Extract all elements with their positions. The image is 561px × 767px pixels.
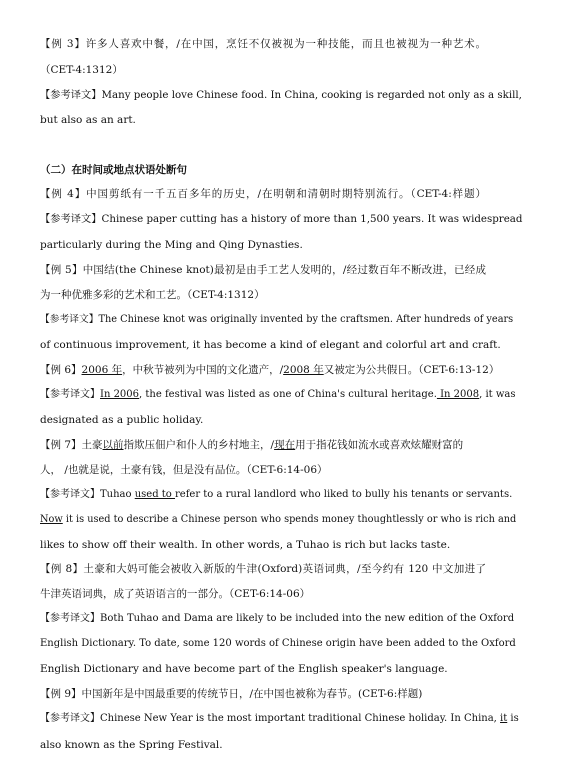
text: is xyxy=(507,713,519,724)
underlined-text: Now xyxy=(40,514,63,525)
underlined-text: In 2006 xyxy=(100,389,140,400)
underlined-text: 现在 xyxy=(274,439,296,451)
example-7-translation-cont xyxy=(40,513,517,527)
text: 【例 6】 xyxy=(40,364,82,376)
example-5-translation-cont xyxy=(40,338,501,352)
underlined-text: used to xyxy=(134,489,176,500)
text: 牛津英语词典，成了英语语言的一部分。（CET-6:14-06） xyxy=(40,588,311,600)
example-4-translation xyxy=(40,212,523,226)
text: 【例 8】土豪和大妈可能会被收入新版的牛津(Oxford)英语词典，/至今约有 120 中文加进了 xyxy=(40,563,486,575)
example-6-translation xyxy=(40,388,516,402)
example-5-chinese xyxy=(40,263,486,277)
text: English Dictionary. To date, some 120 words of Chinese origin have been added to the Oxford xyxy=(40,638,516,649)
example-8-translation xyxy=(40,612,515,626)
text: ，中秋节被列为中国的文化遗产，/ xyxy=(122,364,284,376)
text: 人， /也就是说，土豪有钱，但是没有品位。（CET-6:14-06） xyxy=(40,464,328,476)
text: 【参考译文】Chinese paper cutting has a history of more than 1,500 years. It was widespread xyxy=(40,213,523,225)
example-4-translation-cont xyxy=(40,238,486,252)
text: 用于指花钱如流水或喜欢炫耀财富的 xyxy=(295,439,464,451)
underlined-text: it xyxy=(500,713,508,724)
underlined-text: 2008 年 xyxy=(283,364,324,376)
example-9-translation-cont xyxy=(40,738,486,752)
example-8-chinese xyxy=(40,562,486,576)
heading-text: （二）在时间或地点状语处断句 xyxy=(40,164,187,176)
text: 【例 3】许多人喜欢中餐，/在中国，烹饪不仅被视为一种技能，而且也被视为一种艺术。 xyxy=(40,38,486,50)
example-3-translation xyxy=(40,88,522,102)
example-6-chinese xyxy=(40,363,500,377)
text: 【参考译文】Many people love Chinese food. In China, cooking is regarded not only as a skill, xyxy=(40,89,522,101)
text: 指欺压佃户和仆人的乡村地主，/ xyxy=(123,439,275,451)
example-3-chinese xyxy=(40,37,486,51)
underlined-text: 以前 xyxy=(102,439,124,451)
text: English Dictionary and have become part of the English speaker's language. xyxy=(40,663,448,675)
text: particularly during the Ming and Qing Dynasties. xyxy=(40,239,303,251)
text: 【参考译文】The Chinese knot was originally invented by the craftsmen. After hundreds of years xyxy=(40,314,514,325)
text: of continuous improvement, it has become a kind of elegant and colorful art and craft. xyxy=(40,339,501,351)
text: 【例 5】中国结(the Chinese knot)最初是由手工艺人发明的，/经过数百年不断改进，已经成 xyxy=(40,264,486,276)
text: 【参考译文】Tuhao xyxy=(40,489,135,500)
example-8-translation-cont xyxy=(40,637,516,651)
example-3-translation-cont xyxy=(40,113,486,127)
text: 【例 7】土豪 xyxy=(40,439,103,451)
example-8-translation-end xyxy=(40,662,486,676)
example-6-translation-cont xyxy=(40,413,486,427)
example-7-translation-end xyxy=(40,538,486,552)
example-5-chinese-cont xyxy=(40,288,486,302)
text: it is used to describe a Chinese person who spends money thoughtlessly or who is rich and xyxy=(62,514,517,525)
example-8-chinese-cont xyxy=(40,587,486,601)
example-7-chinese-cont xyxy=(40,463,486,477)
text: 【参考译文】 xyxy=(40,389,100,400)
example-7-translation xyxy=(40,488,513,502)
example-7-chinese xyxy=(40,438,486,452)
text: refer to a rural landlord who liked to bully his tenants or servants. xyxy=(175,489,513,500)
section-heading xyxy=(40,163,486,177)
underlined-text: 2006 年 xyxy=(81,364,123,376)
example-9-translation xyxy=(40,712,519,726)
example-3-source xyxy=(40,63,486,77)
example-5-translation xyxy=(40,313,514,327)
text: 【参考译文】Both Tuhao and Dama are likely to be included into the new edition of the Oxford xyxy=(40,613,515,624)
text: likes to show off their wealth. In other words, a Tuhao is rich but lacks taste. xyxy=(40,539,451,551)
text: （CET-4:1312） xyxy=(40,64,123,76)
text: but also as an art. xyxy=(40,114,136,126)
text: , the festival was listed as one of China's cultural heritage. xyxy=(139,389,437,400)
underlined-text: In 2008 xyxy=(436,389,480,400)
text: 为一种优雅多彩的艺术和工艺。（CET-4:1312） xyxy=(40,289,265,301)
example-9-chinese xyxy=(40,687,486,701)
text: 【例 4】中国剪纸有一千五百多年的历史，/在明朝和清朝时期特别流行。（CET-4:样题） xyxy=(40,188,486,200)
text: 【参考译文】Chinese New Year is the most important traditional Chinese holiday. In China, xyxy=(40,713,501,724)
text: , it was xyxy=(479,389,516,400)
text: designated as a public holiday. xyxy=(40,414,204,426)
text: 又被定为公共假日。（CET-6:13-12） xyxy=(323,364,500,376)
text: 【例 9】中国新年是中国最重要的传统节日，/在中国也被称为春节。(CET-6:样题) xyxy=(40,688,423,700)
example-4-chinese xyxy=(40,187,486,201)
text: also known as the Spring Festival. xyxy=(40,739,223,751)
